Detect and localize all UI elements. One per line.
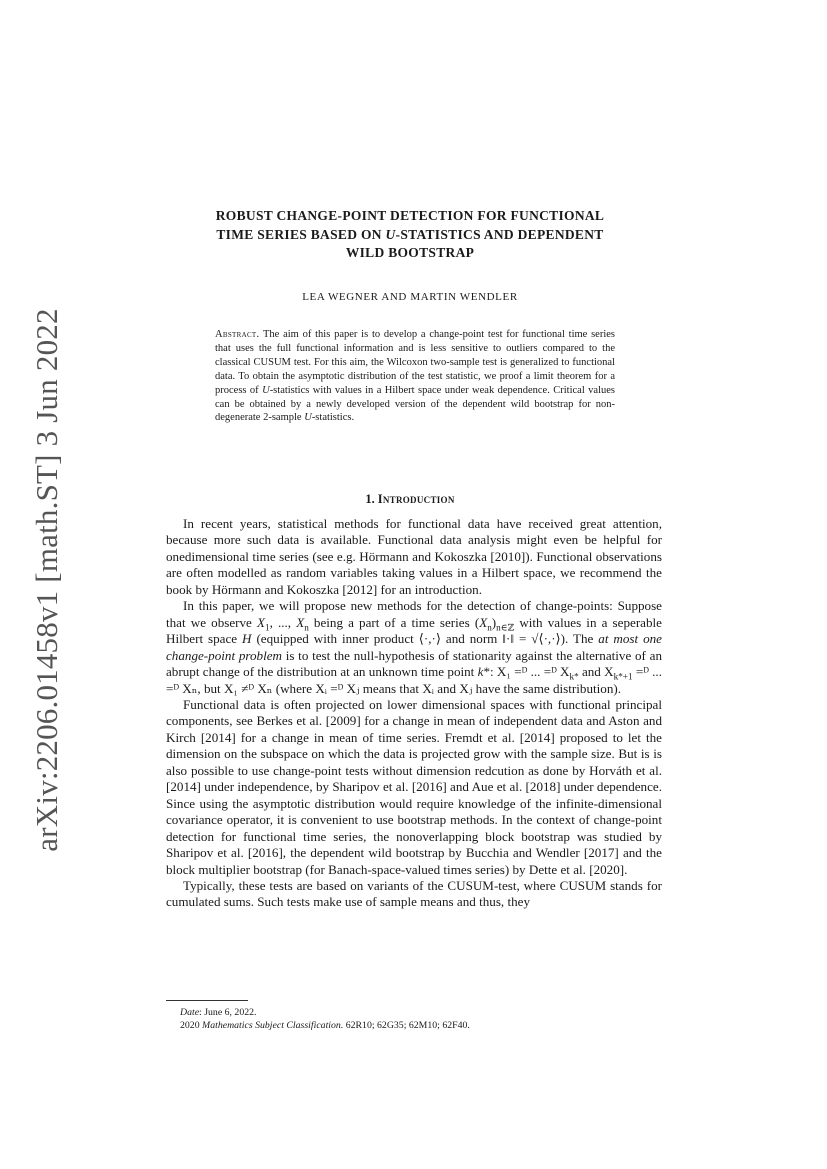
p2-sub-kstar1: k*+1 xyxy=(613,671,633,682)
date-value: : June 6, 2022. xyxy=(199,1007,257,1018)
section-heading-introduction xyxy=(150,492,670,507)
p2-sub-kstar: k* xyxy=(569,671,579,682)
title-line-1: ROBUST CHANGE-POINT DETECTION FOR FUNCTIONAL xyxy=(215,208,605,223)
p2-sub-index: n∈ℤ xyxy=(496,622,515,633)
abstract-text-3: -statistics. xyxy=(311,412,355,424)
msc-codes: 62R10; 62G35; 62M10; 62F40. xyxy=(343,1020,470,1031)
title-u-symbol: U xyxy=(385,226,396,242)
abstract-text-1: The aim of this paper is to develop a change-point test for functional time series that uses the full functional information and is less sensitive to outliers compared to the classical CUSUM test. For this aim, the Wilcoxon two-sample test is generalized to functional data. To obtain the asymptotic distribution of the test statistic, we proof a limit theorem for a process of xyxy=(215,329,615,396)
p2-sub-1: 1 xyxy=(265,622,270,633)
p2-text-a: In this paper, we will propose new methods for the detection of change-points: Suppose that we observe xyxy=(166,598,662,630)
p2-x-series: X xyxy=(479,614,488,630)
msc-label: Mathematics Subject Classification. xyxy=(202,1020,344,1031)
section-number: 1. xyxy=(365,492,375,506)
paragraph-2 xyxy=(166,598,662,697)
p2-text-o: and X xyxy=(578,664,614,680)
p2-text-e: being a part of a time series ( xyxy=(308,614,480,630)
paragraph-4: Typically, these tests are based on variants of the CUSUM-test, where CUSUM stands for cumulated sums. Such tests make use of sample means and thus, they xyxy=(166,877,662,910)
p2-text-k: (equipped with inner product ⟨·,·⟩ and norm ‖·‖ = √⟨·,·⟩). The xyxy=(251,631,599,647)
title-line-2-post: -STATISTICS AND DEPENDENT xyxy=(395,226,604,242)
msc-year: 2020 xyxy=(180,1020,203,1031)
p2-emphasis: at most one change-point problem xyxy=(166,631,662,663)
p2-text-j: with values in a seperable Hilbert space xyxy=(166,614,662,647)
body-text xyxy=(166,516,662,911)
p2-text-l: is to test the null-hypothesis of stationarity against the alternative of an abrupt change of the distribution at an unknown time point xyxy=(166,647,662,680)
p2-hilbert-h: H xyxy=(242,631,252,647)
footnotes xyxy=(180,1006,660,1032)
p2-xn: X xyxy=(296,614,305,630)
p2-k-star: k xyxy=(477,664,484,680)
paragraph-1: In recent years, statistical methods for functional data have received great attention, because more such data is available. Functional data analysis might even be helpful for onedimensional time series (see e.g. Hörmann and Kokoszka [2010]). Functional observations are often modelled as random variables taking values in a Hilbert space, we recommend the book by Hörmann and Kokoszka [2012] for an introduction. xyxy=(166,516,662,597)
author-list: LEA WEGNER AND MARTIN WENDLER xyxy=(302,291,518,303)
arxiv-identifier: arXiv:2206.01458v1 [math.ST] 3 Jun 2022 xyxy=(29,308,64,852)
footnote-rule xyxy=(166,1000,248,1001)
section-title: Introduction xyxy=(377,492,455,506)
footnote-msc xyxy=(180,1019,660,1032)
abstract-u-2: U xyxy=(304,412,312,424)
date-label: Date xyxy=(180,1007,200,1018)
p2-sub-n: n xyxy=(304,622,309,633)
p2-text-q: =ᴰ ... =ᴰ Xₙ, but X₁ ≠ᴰ Xₙ (where Xᵢ =ᴰ Xⱼ means that Xᵢ and Xⱼ have the same distribution). xyxy=(166,664,662,696)
footnote-date xyxy=(180,1006,660,1019)
abstract xyxy=(215,328,615,425)
paragraph-3: Functional data is often projected on lower dimensional spaces with functional principal components, see Berkes et al. [2009] for a change in mean of independent data and Aston and Kirch [2014] for a change in mean of time series. Fremdt et al. [2014] proposed to let the dimension on the subspace on which the data is projected grow with the sample size. But is is also possible to use change-point tests without dimension redcution as done by Horváth et al. [2014] under independence, by Sharipov et al. [2016] and Aue et al. [2018] under dependence. Since using the asymptotic distribution would require knowledge of the infinite-dimensional covariance operator, it is convenient to use bootstrap methods. In the context of change-point detection for functional time series, the nonoverlapping block bootstrap was studied by Sharipov et al. [2016], the dependent wild bootstrap by Bucchia and Wendler [2017] and the block multiplier bootstrap (for Banach-space-valued times series) by Dette et al. [2020]. xyxy=(166,696,662,877)
abstract-u-1: U xyxy=(262,384,270,396)
abstract-label: Abstract. xyxy=(215,329,260,340)
p2-sub-n2: n xyxy=(487,622,492,633)
paper-title xyxy=(150,207,670,263)
p2-text-c: , ..., xyxy=(269,614,297,630)
abstract-text-2: -statistics with values in a Hilbert space under weak dependence. Critical values can be obtained by a newly developed version of the dependent wild bootstrap for non-degenerate 2-sample xyxy=(215,384,615,424)
p2-paren: ) xyxy=(491,614,497,630)
arxiv-sidebar-stamp xyxy=(24,308,70,852)
p2-text-m: *: X₁ =ᴰ ... =ᴰ X xyxy=(483,664,570,680)
p2-x1: X xyxy=(257,614,265,630)
title-line-2-pre: TIME SERIES BASED ON xyxy=(216,226,386,242)
title-line-3: WILD BOOTSTRAP xyxy=(345,245,475,260)
